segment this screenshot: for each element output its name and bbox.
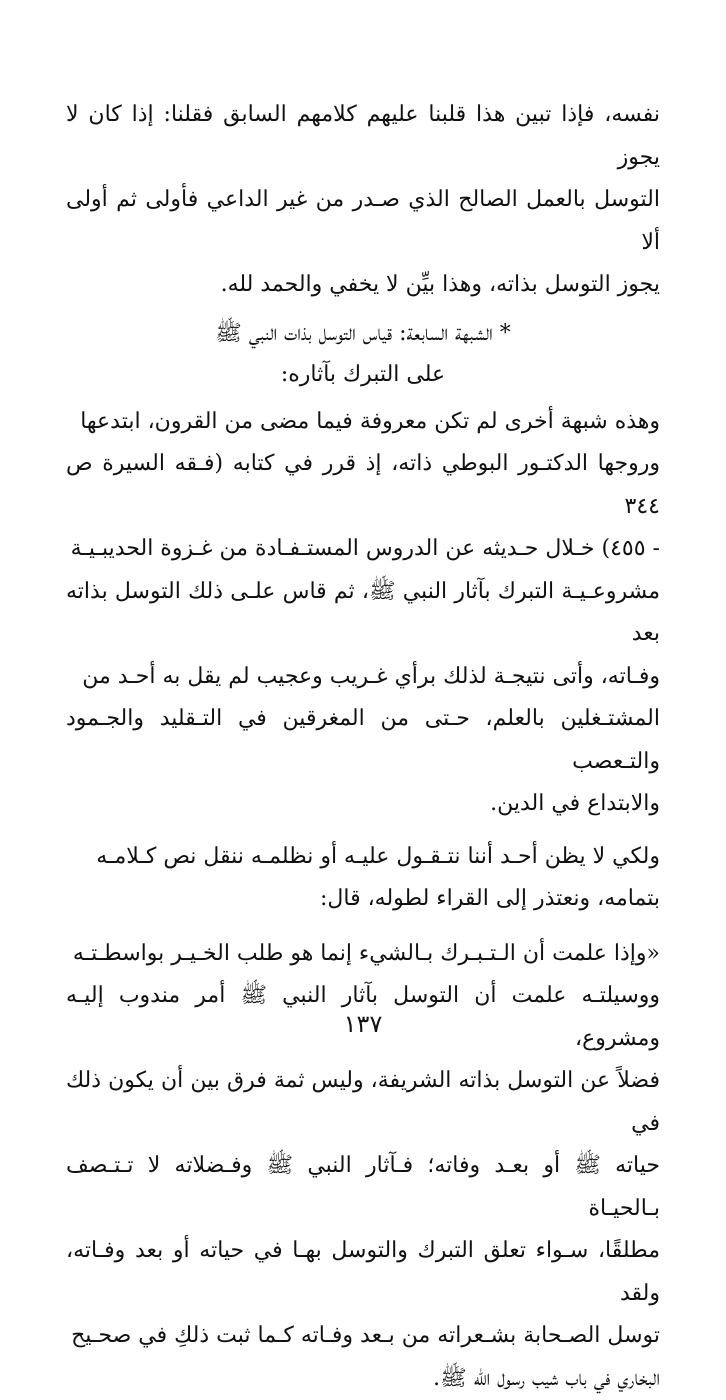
intro-paragraph xyxy=(66,94,660,307)
text-line: فضلاً عن التوسل بذاته الشريفة، وليس ثمة فرق بين أن يكون ذلك في xyxy=(66,1060,660,1145)
text-line: البخاري في باب شيب رسول الله ﷺ. xyxy=(66,1358,660,1400)
text-line: التوسل بالعمل الصالح الذي صـدر من غير الداعي فأولى ثم أولى ألا xyxy=(66,179,660,264)
body-paragraph-2 xyxy=(66,836,660,921)
text-line: ووسيلتـه علمت أن التوسل بآثار النبي ﷺ أمر مندوب إليـه ومشروع، xyxy=(66,975,660,1060)
text-line: مطلقًا، سـواء تعلق التبرك والتوسل بهـا في حياته أو بعد وفـاته، ولقد xyxy=(66,1230,660,1315)
heading-line: على التبرك بآثاره: xyxy=(66,354,660,395)
quoted-paragraph xyxy=(66,933,660,1400)
page-number: ١٣٧ xyxy=(0,1010,726,1038)
text-line: «وإذا علمت أن الـتـبـرك بـالشيء إنما هو طلب الخـيـر بواسطـتـه xyxy=(66,933,660,976)
text-line: ولكي لا يظن أحـد أننا نتـقـول عليـه أو نظلمـه ننقل نص كـلامـه xyxy=(66,836,660,879)
text-line: المشتـغلين بالعلم، حـتى من المغرقين في التـقليد والجـمود والتـعصب xyxy=(66,698,660,783)
text-line: وفـاته، وأتى نتيجـة لذلك برأي غـريب وعجيب لم يقل به أحـد من xyxy=(66,656,660,699)
text-line: وروجها الدكتـور البوطي ذاته، إذ قرر في كتابه (فـقه السيرة ص ٣٤٤ xyxy=(66,443,660,528)
text-line: مشروعـيـة التبرك بآثار النبي ﷺ، ثم قاس علـى ذلك التوسل بذاته بعد xyxy=(66,571,660,656)
text-line: والابتداع في الدين. xyxy=(66,783,660,826)
section-heading xyxy=(66,313,660,395)
text-line: يجوز التوسل بذاته، وهذا بيِّن لا يخفي والحمد لله. xyxy=(66,264,660,307)
body-paragraph-1 xyxy=(66,401,660,826)
heading-line: * الشبهة السابعة: قياس التوسل بذات النبي ﷺ xyxy=(66,313,660,354)
text-line: توسل الصـحابة بشـعراته من بـعد وفـاته كـما ثبت ذلكِ في صحـيح xyxy=(66,1315,660,1358)
document-page xyxy=(66,94,660,1400)
text-line: حياته ﷺ أو بعـد وفاته؛ فـآثار النبي ﷺ وفـضلاته لا تـتـصف بـالحيـاة xyxy=(66,1145,660,1230)
text-line: نفسه، فإذا تبين هذا قلبنا عليهم كلامهم السابق فقلنا: إذا كان لا يجوز xyxy=(66,94,660,179)
text-line: بتمامه، ونعتذر إلى القراء لطوله، قال: xyxy=(66,878,660,921)
text-line: وهذه شبهة أخرى لم تكن معروفة فيما مضى من القرون، ابتدعها xyxy=(66,401,660,444)
text-line: - ٤٥٥) خـلال حـديثه عن الدروس المستـفـادة من غـزوة الحديبـيـة xyxy=(66,528,660,571)
